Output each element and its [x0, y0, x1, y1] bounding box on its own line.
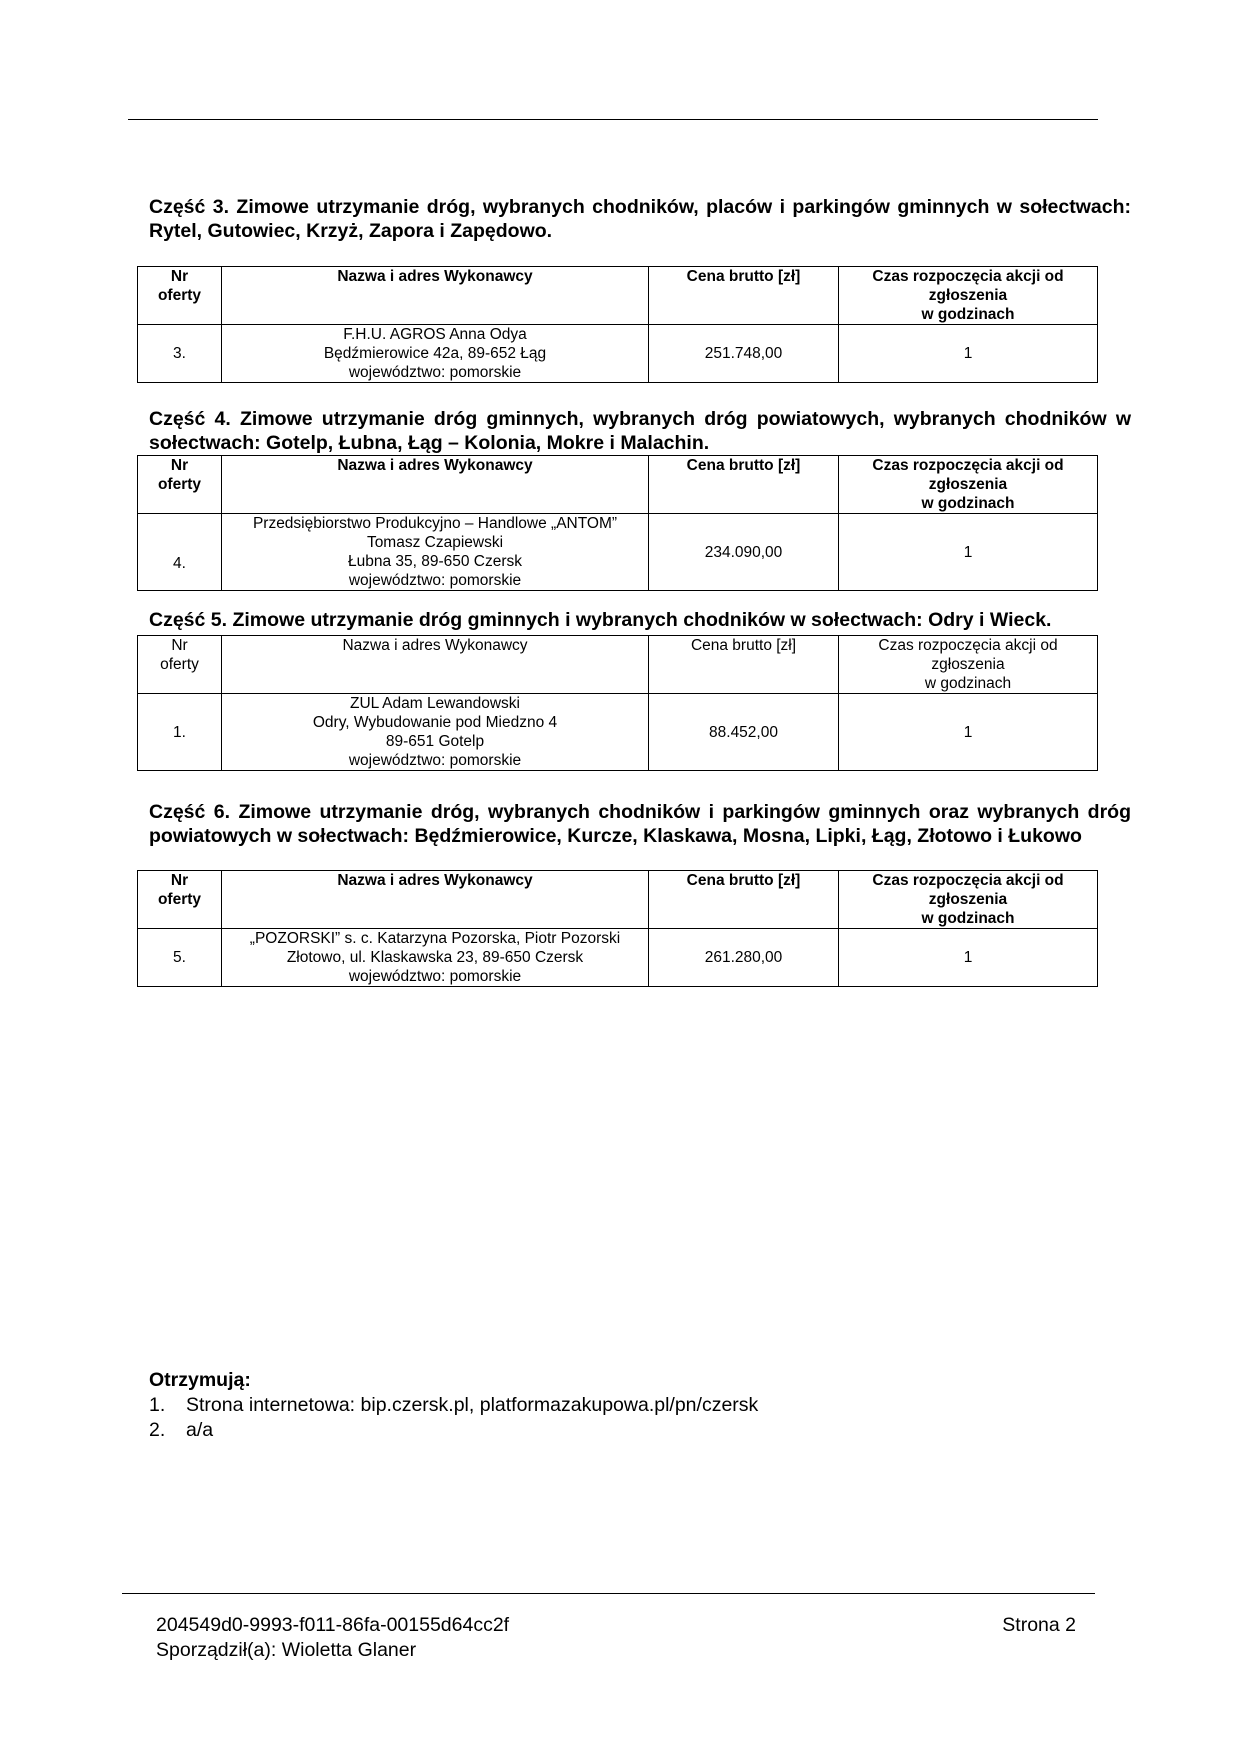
offer-table-6: [137, 870, 1098, 987]
top-rule: [128, 119, 1098, 120]
offer-table-4: [137, 455, 1098, 591]
header-time: Czas rozpoczęcia akcji od zgłoszenia w godzinach: [839, 267, 1098, 325]
table-header-row: [138, 267, 1098, 325]
header-name: Nazwa i adres Wykonawcy: [222, 871, 649, 929]
header-time: Czas rozpoczęcia akcji od zgłoszenia w godzinach: [839, 636, 1098, 694]
table-row: [138, 514, 1098, 591]
contractor-name-address: F.H.U. AGROS Anna Odya Będźmierowice 42a, 89-652 Łąg województwo: pomorskie: [222, 325, 649, 383]
gross-price: 251.748,00: [649, 325, 839, 383]
header-price: Cena brutto [zł]: [649, 636, 839, 694]
header-name: Nazwa i adres Wykonawcy: [222, 267, 649, 325]
gross-price: 234.090,00: [649, 514, 839, 591]
list-item: [149, 1393, 758, 1418]
offer-table-3: [137, 266, 1098, 383]
header-price: Cena brutto [zł]: [649, 456, 839, 514]
recipients-title: Otrzymują:: [149, 1369, 251, 1391]
table-row: [138, 694, 1098, 771]
gross-price: 88.452,00: [649, 694, 839, 771]
table-header-row: [138, 871, 1098, 929]
gross-price: 261.280,00: [649, 929, 839, 987]
offer-number: 5.: [138, 929, 222, 987]
response-time: 1: [839, 325, 1098, 383]
contractor-name-address: Przedsiębiorstwo Produkcyjno – Handlowe „ANTOM” Tomasz Czapiewski Łubna 35, 89-650 Czersk województwo: pomorskie: [222, 514, 649, 591]
contractor-name-address: ZUL Adam Lewandowski Odry, Wybudowanie pod Miedzno 4 89-651 Gotelp województwo: pomorskie: [222, 694, 649, 771]
section-heading-6: Część 6. Zimowe utrzymanie dróg, wybranych chodników i parkingów gminnych oraz wybranych dróg powiatowych w sołectwach: Będźmierowice, Kurcze, Klaskawa, Mosna, Lipki, Łąg, Złotowo i Łukowo: [149, 801, 1131, 847]
list-item-text: a/a: [186, 1419, 214, 1441]
page-number: Strona 2: [1002, 1614, 1076, 1636]
response-time: 1: [839, 929, 1098, 987]
header-nr: Nr oferty: [138, 871, 222, 929]
offer-number: 3.: [138, 325, 222, 383]
section-heading-4: Część 4. Zimowe utrzymanie dróg gminnych, wybranych dróg powiatowych, wybranych chodników w sołectwach: Gotelp, Łubna, Łąg – Kolonia, Mokre i Malachin.: [149, 408, 1131, 454]
list-item-text: Strona internetowa: bip.czersk.pl, platformazakupowa.pl/pn/czersk: [186, 1394, 759, 1416]
list-item-number: 2.: [149, 1419, 166, 1441]
document-id: 204549d0-9993-f011-86fa-00155d64cc2f: [156, 1614, 510, 1636]
footer-rule: [122, 1593, 1095, 1594]
section-heading-3: Część 3. Zimowe utrzymanie dróg, wybranych chodników, placów i parkingów gminnych w sołectwach: Rytel, Gutowiec, Krzyż, Zapora i Zapędowo.: [149, 196, 1131, 242]
list-item-number: 1.: [149, 1394, 166, 1416]
header-name: Nazwa i adres Wykonawcy: [222, 456, 649, 514]
contractor-name-address: „POZORSKI” s. c. Katarzyna Pozorska, Piotr Pozorski Złotowo, ul. Klaskawska 23, 89-650 Czersk województwo: pomorskie: [222, 929, 649, 987]
offer-table-5: [137, 635, 1098, 771]
table-header-row: [138, 456, 1098, 514]
offer-number: 1.: [138, 694, 222, 771]
page-footer: [156, 1613, 1076, 1663]
header-time: Czas rozpoczęcia akcji od zgłoszenia w godzinach: [839, 871, 1098, 929]
table-row: [138, 325, 1098, 383]
table-header-row: [138, 636, 1098, 694]
response-time: 1: [839, 514, 1098, 591]
list-item: [149, 1418, 758, 1443]
header-price: Cena brutto [zł]: [649, 267, 839, 325]
header-nr: Nr oferty: [138, 456, 222, 514]
offer-number: 4.: [138, 514, 222, 591]
header-price: Cena brutto [zł]: [649, 871, 839, 929]
header-nr: Nr oferty: [138, 267, 222, 325]
header-nr: Nr oferty: [138, 636, 222, 694]
author: Sporządził(a): Wioletta Glaner: [156, 1639, 417, 1661]
recipients-block: [149, 1368, 758, 1443]
header-time: Czas rozpoczęcia akcji od zgłoszenia w godzinach: [839, 456, 1098, 514]
response-time: 1: [839, 694, 1098, 771]
table-row: [138, 929, 1098, 987]
header-name: Nazwa i adres Wykonawcy: [222, 636, 649, 694]
section-heading-5: Część 5. Zimowe utrzymanie dróg gminnych i wybranych chodników w sołectwach: Odry i Wieck.: [149, 609, 1052, 631]
